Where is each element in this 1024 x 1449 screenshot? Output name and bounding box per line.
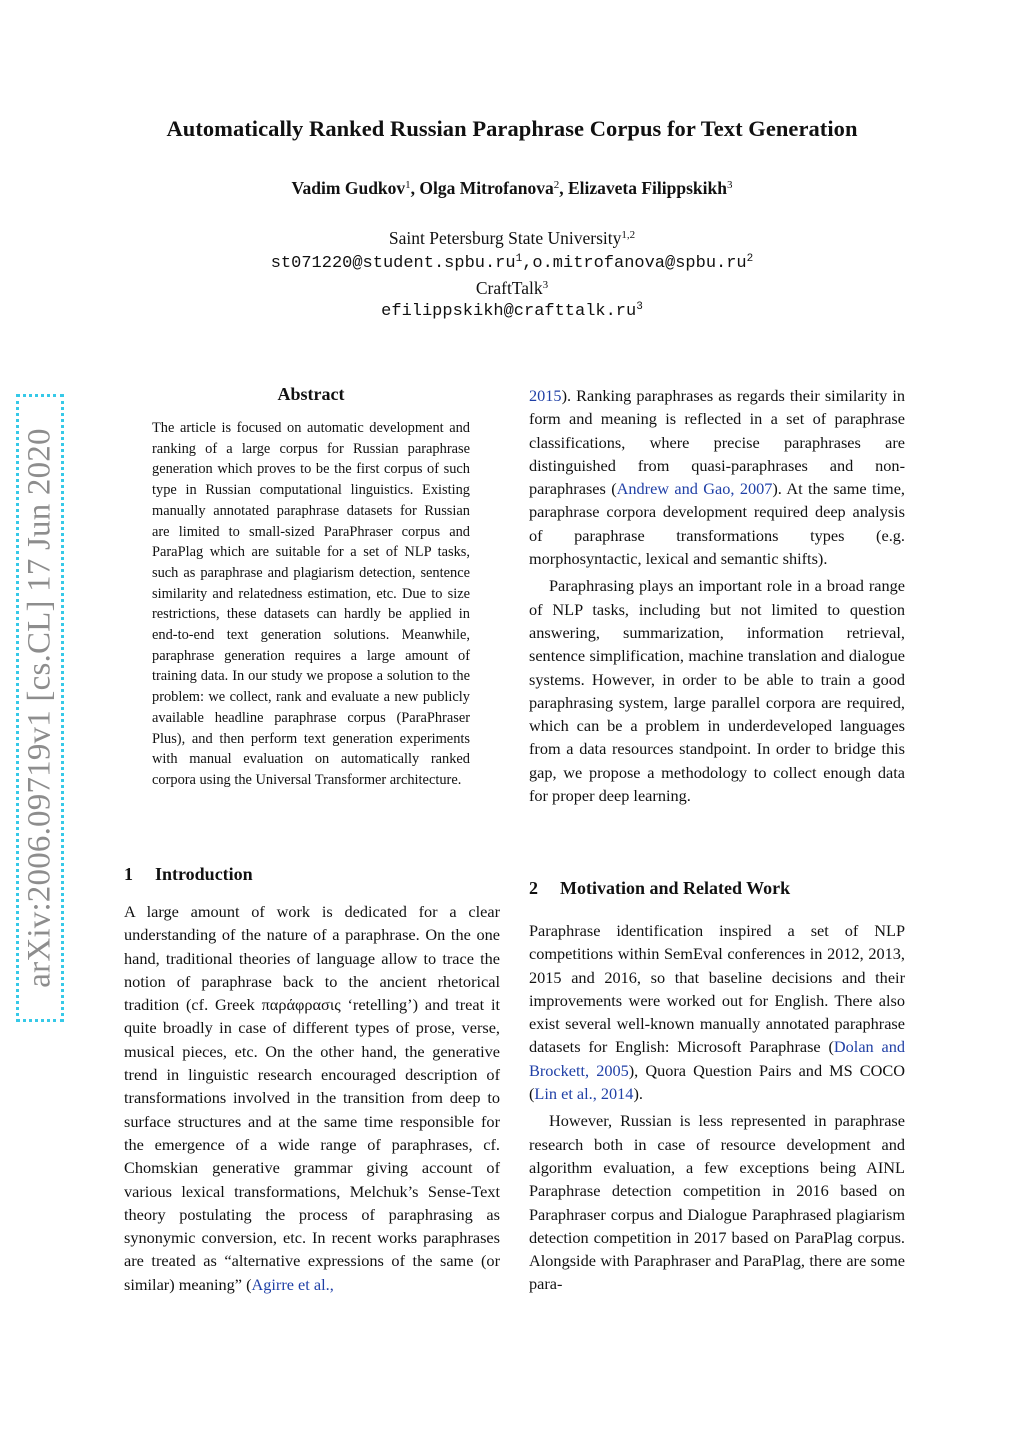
- author-name: Olga Mitrofanova: [419, 178, 554, 198]
- paragraph-text: A large amount of work is dedicated for a clear understanding of the nature of a paraphrase. On the one hand, traditional theories of language allow to trace the notion of paraphrase back to the ancient rhetorical tradition (cf. Greek παράφρασις ‘retelling’) and treat it quite broadly in case of different types of prose, verse, musical pieces, etc. On the other hand, the generative trend in linguistic research encouraged description of transformations involved in the transition from deep to surface structures and at the same time responsible for the emergence of a wide range of paraphrases, cf. Chomskian generative grammar giving account of various lexical transformations, Melchuk’s Sense-Text theory postulating the process of paraphrasing as synonymic conversion, etc. In recent works paraphrases are treated as “alternative expressions of the same (or similar) meaning” (: [124, 902, 500, 1294]
- paragraph-text: ).: [633, 1084, 643, 1104]
- citation-link[interactable]: Dolan and Brockett, 2005: [529, 1037, 905, 1080]
- citation-link[interactable]: Agirre et al.,: [251, 1274, 334, 1294]
- affiliation-company-email: [0, 302, 1024, 321]
- author-sup: 2: [553, 178, 560, 191]
- citation-link[interactable]: 2015: [529, 386, 562, 405]
- affiliation-company: [0, 278, 1024, 299]
- paragraph: However, Russian is less represented in paraphrase research both in case of resource development and algorithm evaluation, a few exceptions being AINL Paraphrase detection competition in 2016 based on Paraphraser corpus and Dialogue Paraphrased plagiarism detection competition in 2017 based on ParaPlag corpus. Alongside with Paraphraser and ParaPlag, there are some para-: [529, 1111, 905, 1294]
- author-name: Elizaveta Filippskikh: [567, 178, 727, 198]
- arxiv-id: arXiv:2006.09719v1 [cs.CL] 17 Jun 2020: [21, 428, 58, 988]
- email-sup: 1: [515, 252, 523, 265]
- paragraph-text: ), Quora Question Pairs and MS COCO (: [529, 1060, 905, 1104]
- section-heading-motivation: [529, 878, 790, 899]
- section-number: 1: [124, 864, 133, 884]
- email-link[interactable]: o.mitrofanova@spbu.ru: [532, 254, 747, 273]
- company-name: CraftTalk: [475, 278, 543, 298]
- paragraph-text: Paraphrase identification inspired a set of NLP competitions within SemEval conferences in 2012, 2013, 2015 and 2016, so that baseline decisions and their improvements were worked out for English. There also exist several well-known manually annotated paraphrase datasets for English: Microsoft Paraphrase (: [529, 921, 905, 1057]
- abstract-text: The article is focused on automatic development and ranking of a large corpus for Russian paraphrase generation which proves to be the first corpus of such type in Russian computational linguistics. Existing manually annotated paraphrase datasets for Russian are limited to small-sized ParaPhraser corpus and ParaPlag which are suitable for a set of NLP tasks, such as paraphrase and plagiarism detection, sentence similarity and relatedness estimation, etc. Due to size restrictions, these datasets can hardly be applied in end-to-end text generation solutions. Meanwhile, paraphrase generation requires a large amount of training data. In our study we propose a solution to the problem: we collect, rank and evaluate a new publicly available headline paraphrase corpus (ParaPhraser Plus), and then perform text generation experiments with manual evaluation on automatically ranked corpora using the Universal Transformer architecture.: [152, 420, 470, 788]
- section-number: 2: [529, 878, 538, 898]
- paragraph: [529, 384, 905, 570]
- paragraph: [529, 919, 905, 1105]
- right-column-body: [529, 384, 905, 807]
- university-sup: 1,2: [621, 228, 636, 241]
- introduction-body: [124, 900, 500, 1296]
- abstract-heading: Abstract: [277, 384, 345, 404]
- paragraph-text: ). Ranking paraphrases as regards their similarity in form and meaning is reflected in a set of paraphrase classifications, where precise paraphrases are distinguished from quasi-paraphrases and non-paraphrases (: [529, 386, 905, 499]
- section-heading-introduction: [124, 864, 253, 885]
- email-sup: 2: [746, 252, 754, 265]
- paragraph-text: ). At the same time, paraphrase corpora development required deep analysis of paraphrase transformations types (e.g. morphosyntactic, lexical and semantic shifts).: [529, 479, 906, 569]
- author-sup: 1: [405, 178, 411, 191]
- email-sup: 3: [636, 300, 643, 313]
- paragraph: [124, 900, 500, 1296]
- email-link[interactable]: efilippskikh@crafttalk.ru: [381, 302, 637, 321]
- paper-title: Automatically Ranked Russian Paraphrase Corpus for Text Generation: [166, 116, 858, 141]
- author-list: Vadim Gudkov$^1$, Olga Mitrofanova$^2$, Elizaveta Filippskikh$^3$: [291, 178, 733, 198]
- affiliation-university: [0, 228, 1024, 249]
- citation-link[interactable]: Andrew and Gao, 2007: [616, 479, 773, 499]
- university-name: Saint Petersburg State University: [388, 228, 622, 248]
- arxiv-stamp[interactable]: [16, 394, 64, 1022]
- company-sup: 3: [542, 278, 549, 291]
- author-sup: 3: [726, 178, 733, 191]
- paragraph: Paraphrasing plays an important role in a broad range of NLP tasks, including but not limited to question answering, summarization, information retrieval, sentence simplification, machine translation and dialogue systems. However, in order to be able to train a good paraphrasing system, large parallel corpora are required, which can be a problem in underdeveloped languages from a data resources standpoint. In order to bridge this gap, we propose a methodology to collect enough data for proper deep learning.: [529, 576, 905, 806]
- affiliation-emails: $st071220@student.spbu.ru^1,o.mitrofanova@spbu.ru^2$: [270, 252, 754, 273]
- section-title: Motivation and Related Work: [560, 878, 791, 898]
- email-link[interactable]: st071220@student.spbu.ru: [270, 254, 516, 273]
- motivation-body: [529, 919, 905, 1296]
- author-name: Vadim Gudkov: [291, 178, 406, 198]
- citation-link[interactable]: Lin et al., 2014: [534, 1084, 634, 1104]
- section-title: Introduction: [155, 864, 253, 884]
